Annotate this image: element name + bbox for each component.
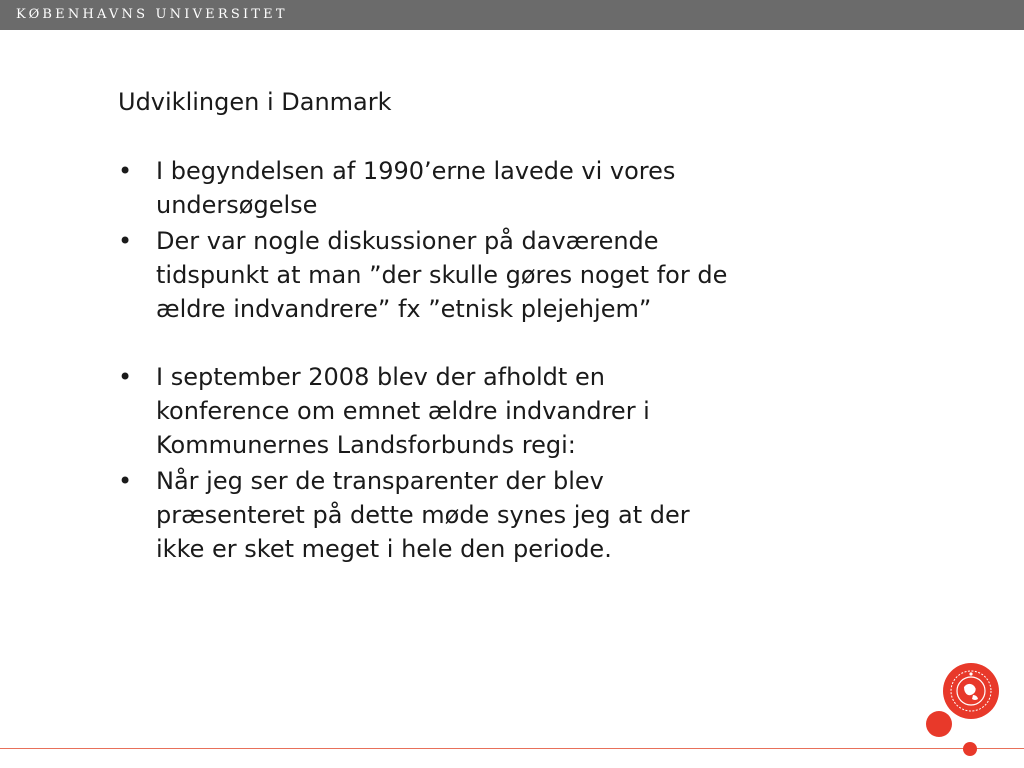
- bullet-line: præsenteret på dette møde synes jeg at der: [156, 501, 690, 529]
- bullet-line: tidspunkt at man ”der skulle gøres noget for de: [156, 261, 728, 289]
- bullet-line: konference om emnet ældre indvandrer i: [156, 397, 650, 425]
- university-name: KØBENHAVNS UNIVERSITET: [16, 7, 288, 22]
- decorative-dot-large: [926, 711, 952, 737]
- bullet-line: Der var nogle diskussioner på daværende: [156, 227, 659, 255]
- bullet-dot: •: [118, 363, 133, 391]
- bullet-dot: •: [118, 467, 133, 495]
- bullet-line: undersøgelse: [156, 191, 318, 219]
- decorative-dot-small: [963, 742, 977, 756]
- bullet-item: [118, 360, 858, 462]
- university-seal-icon: [942, 662, 1000, 720]
- bullet-dot: •: [118, 157, 133, 185]
- bullet-line: Kommunernes Landsforbunds regi:: [156, 431, 576, 459]
- bullet-line: I begyndelsen af 1990’erne lavede vi vores: [156, 157, 676, 185]
- bullet-dot: •: [118, 227, 133, 255]
- bullet-item: [118, 464, 858, 566]
- bullet-list: [118, 154, 858, 568]
- bullet-line: Når jeg ser de transparenter der blev: [156, 467, 604, 495]
- bullet-line: ikke er sket meget i hele den periode.: [156, 535, 612, 563]
- bottom-divider: [0, 748, 1024, 749]
- bullet-item: [118, 224, 858, 326]
- slide-title: Udviklingen i Danmark: [118, 88, 392, 116]
- bullet-line: ældre indvandrere” fx ”etnisk plejehjem”: [156, 295, 652, 323]
- bullet-line: I september 2008 blev der afholdt en: [156, 363, 605, 391]
- bullet-item: [118, 154, 858, 222]
- header-bar: [0, 0, 1024, 30]
